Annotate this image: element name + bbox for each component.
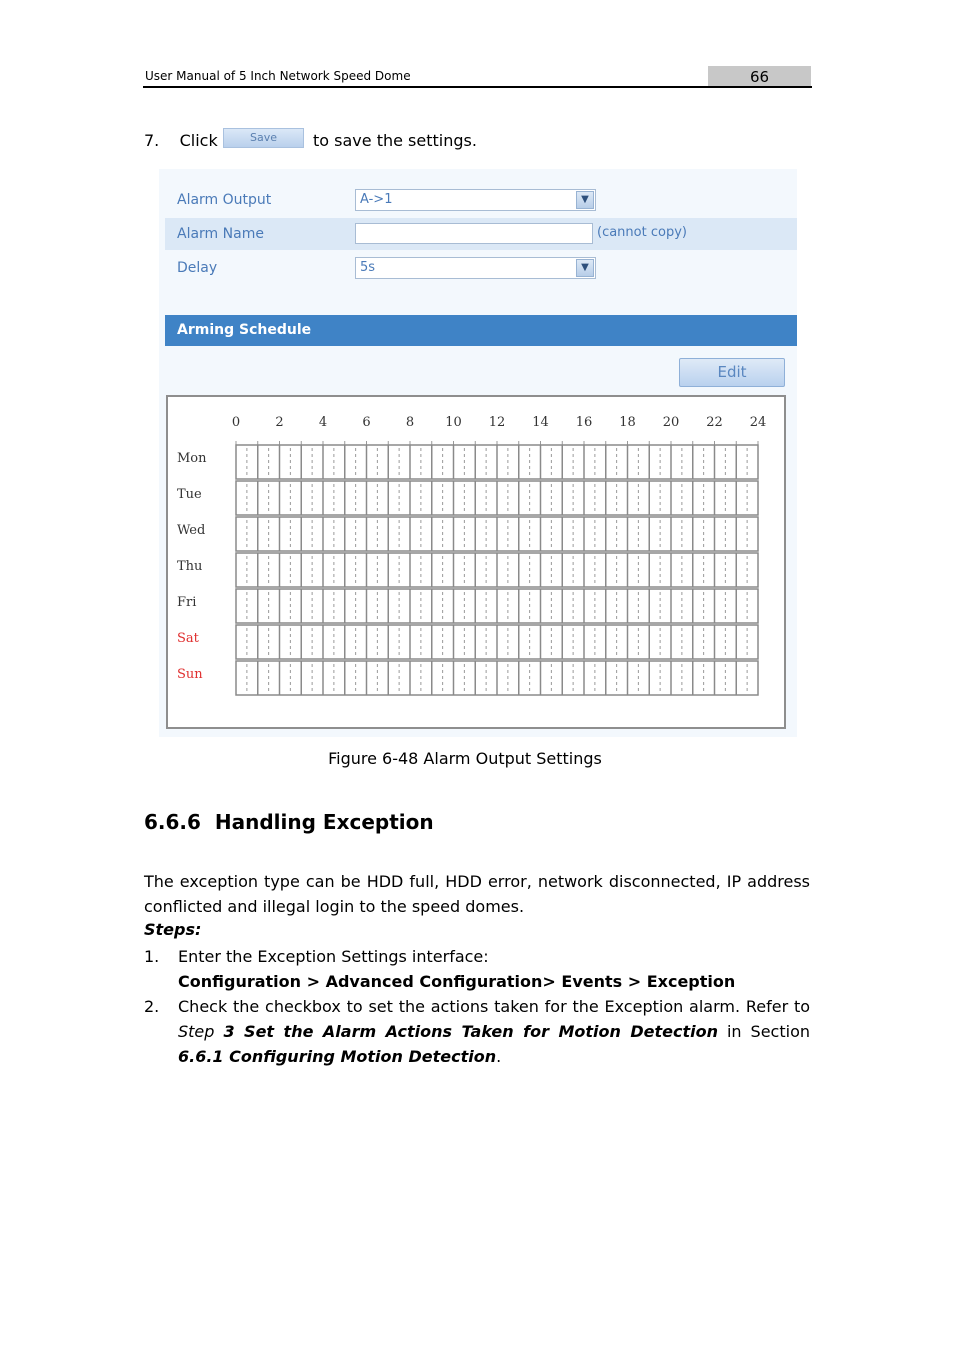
section-title: Handling Exception: [214, 810, 434, 834]
step-7-click-text: Click: [179, 131, 218, 150]
alarm-name-hint: (cannot copy): [597, 225, 687, 240]
figure-caption: Figure 6-48 Alarm Output Settings: [328, 749, 602, 768]
arming-schedule-title: Arming Schedule: [177, 322, 312, 338]
section-paragraph: The exception type can be HDD full, HDD error, network disconnected, IP address conflicted and illegal login to the speed domes.: [144, 872, 810, 916]
chevron-down-icon[interactable]: ▼: [576, 259, 594, 277]
hour-label: 22: [706, 415, 723, 430]
section-number: 6.6.6: [144, 810, 201, 834]
alarm-name-label: Alarm Name: [177, 226, 264, 242]
delay-label: Delay: [177, 260, 218, 276]
hour-label: 2: [275, 415, 284, 430]
hour-label: 20: [662, 415, 680, 430]
document-header-title: User Manual of 5 Inch Network Speed Dome: [145, 69, 411, 83]
step-1-instruction: Enter the Exception Settings interface:: [178, 947, 489, 966]
alarm-output-label: Alarm Output: [177, 192, 272, 208]
step-7-rest-text: to save the settings.: [313, 131, 477, 150]
step-1-number: 1.: [144, 947, 160, 966]
step-1-text: [178, 944, 810, 994]
section-heading: [144, 810, 434, 834]
step-1-menu-path: Configuration > Advanced Configuration> Events > Exception: [178, 972, 736, 991]
hour-label: 10: [445, 415, 462, 430]
steps-label: Steps:: [144, 920, 202, 939]
alarm-output-value: A->1: [360, 192, 393, 207]
page-number: 66: [708, 66, 811, 86]
hour-label: 4: [318, 415, 328, 430]
step-7-number: 7.: [144, 131, 160, 150]
chevron-down-icon[interactable]: ▼: [576, 191, 594, 209]
hour-label: 14: [532, 415, 549, 430]
day-label-sat: Sat: [177, 631, 199, 646]
step-2-end: .: [496, 1047, 502, 1066]
delay-value: 5s: [360, 260, 376, 275]
step-2-text-a: Check the checkbox to set the actions taken for the Exception alarm. Refer to: [178, 997, 810, 1016]
save-button-image: Save: [223, 128, 304, 148]
hour-label: 12: [488, 415, 506, 430]
day-label-mon: Mon: [177, 451, 207, 466]
hour-label: 18: [619, 415, 636, 430]
hour-label: 24: [749, 415, 767, 430]
day-label-thu: Thu: [177, 559, 203, 574]
step-2-section-reference: 6.6.1 Configuring Motion Detection: [178, 1047, 497, 1066]
step-2-step-word: Step: [178, 1022, 215, 1041]
day-label-wed: Wed: [177, 523, 206, 538]
hour-label: 8: [405, 415, 415, 430]
step-2-number: 2.: [144, 997, 160, 1016]
day-label-sun: Sun: [177, 667, 203, 682]
step-2-text-b: in Section: [717, 1022, 811, 1041]
hour-label: 6: [362, 415, 371, 430]
hour-label: 16: [575, 415, 593, 430]
edit-button[interactable]: Edit: [679, 358, 785, 387]
hour-label: 0: [231, 415, 241, 430]
day-label-fri: Fri: [177, 595, 197, 610]
step-2-step-reference: 3 Set the Alarm Actions Taken for Motion Detection: [223, 1022, 718, 1041]
step-2-text: [178, 994, 810, 1069]
day-label-tue: Tue: [177, 487, 202, 502]
